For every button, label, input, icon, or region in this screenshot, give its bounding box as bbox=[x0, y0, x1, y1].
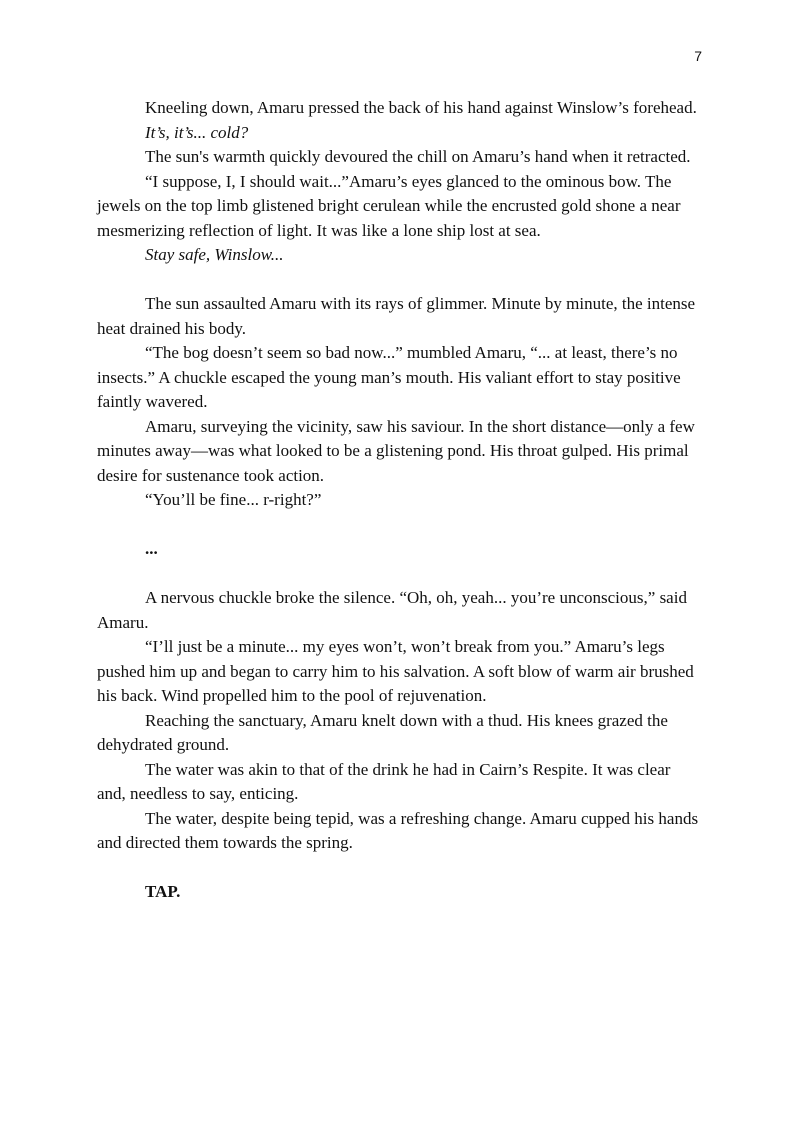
paragraph: “You’ll be fine... r-right?” bbox=[145, 490, 322, 509]
paragraph: The sun's warmth quickly devoured the chill on Amaru’s hand when it retracted. bbox=[145, 147, 691, 166]
paragraph: Reaching the sanctuary, Amaru knelt down with a thud. His knees grazed the dehydrated ground. bbox=[97, 710, 668, 754]
paragraph: “I suppose, I, I should wait...”Amaru’s eyes glanced to the ominous bow. The jewels on the top limb glistened bright cerulean while the encrusted gold shone a near mesmerizing reflection of light. It was like a lone ship lost at sea. bbox=[97, 171, 681, 240]
paragraph: Amaru, surveying the vicinity, saw his saviour. In the short distance—only a few minutes away—was what looked to be a glistening pond. His throat gulped. His primal desire for sustenance took action. bbox=[97, 416, 695, 485]
paragraph: Kneeling down, Amaru pressed the back of his hand against Winslow’s forehead. bbox=[145, 98, 697, 117]
body-text bbox=[97, 96, 700, 905]
paragraph: TAP. bbox=[145, 882, 181, 901]
paragraph: A nervous chuckle broke the silence. “Oh, oh, yeah... you’re unconscious,” said Amaru. bbox=[97, 588, 687, 632]
page-number: 7 bbox=[694, 48, 702, 64]
blank-line bbox=[97, 562, 700, 587]
paragraph: “The bog doesn’t seem so bad now...” mumbled Amaru, “... at least, there’s no insects.” A chuckle escaped the young man’s mouth. His valiant effort to stay positive faintly wavered. bbox=[97, 343, 681, 411]
paragraph: “I’ll just be a minute... my eyes won’t, won’t break from you.” Amaru’s legs pushed him up and began to carry him to his salvation. A soft blow of warm air brushed his back. Wind propelled him to the pool of rejuvenation. bbox=[97, 637, 694, 705]
paragraph: The water was akin to that of the drink he had in Cairn’s Respite. It was clear and, needless to say, enticing. bbox=[97, 759, 671, 803]
paragraph: Stay safe, Winslow... bbox=[145, 245, 284, 264]
blank-line bbox=[97, 856, 700, 881]
paragraph: ... bbox=[145, 539, 158, 558]
blank-line bbox=[97, 513, 700, 538]
paragraph: It’s, it’s... cold? bbox=[145, 122, 249, 142]
blank-line bbox=[97, 268, 700, 293]
paragraph: The sun assaulted Amaru with its rays of glimmer. Minute by minute, the intense heat drained his body. bbox=[97, 294, 696, 338]
paragraph: The water, despite being tepid, was a refreshing change. Amaru cupped his hands and directed them towards the spring. bbox=[97, 808, 699, 852]
